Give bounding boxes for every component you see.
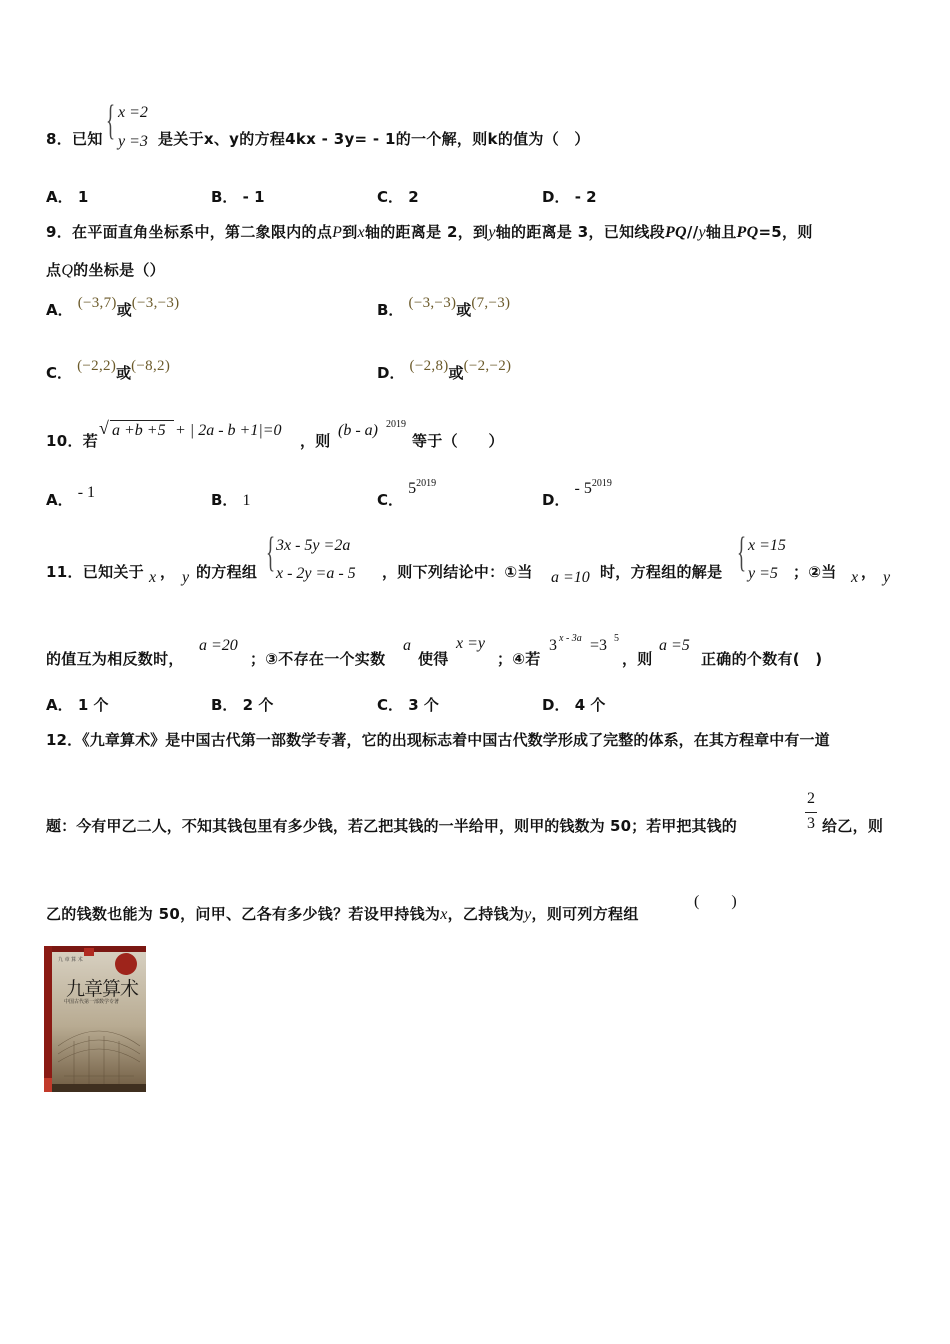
q11-var-a: a — [403, 637, 411, 654]
q12-var-y: y — [524, 906, 532, 923]
q12-fraction-denominator: 3 — [807, 815, 815, 832]
option-label: C． — [377, 491, 404, 509]
q11-text-3: 时，方程组的解是 — [600, 563, 723, 581]
q11-option-d[interactable] — [542, 694, 605, 715]
option-label: C． — [46, 364, 73, 382]
q8-k: k — [487, 130, 498, 148]
option-value: 1 — [242, 492, 251, 509]
q9-text: 点 — [46, 261, 62, 279]
q12-line-2a: 题：今有甲乙二人，不知其钱包里有多少钱，若乙把其钱的一半给甲，则甲的钱数为 50；若甲把其钱的 — [46, 817, 737, 835]
option-value: - 5 — [574, 480, 592, 497]
q8-xy: x、y — [203, 130, 240, 148]
option-label: C． — [377, 696, 404, 714]
book-top-label: 九 章 算 术 — [58, 957, 83, 963]
q8-option-c[interactable] — [377, 186, 419, 207]
option-label: B． — [211, 491, 238, 509]
q11-var-x: x — [149, 569, 157, 586]
q8-number: 8．已知 — [46, 130, 103, 148]
option-value: - 1 — [242, 188, 265, 206]
option-sup: 2019 — [416, 478, 437, 489]
q9-text: 到 — [342, 223, 358, 241]
q11-comma: ， — [861, 563, 877, 581]
q11-system-brace: { — [266, 530, 276, 576]
option-value: 1 — [77, 188, 89, 206]
q10-tail: 等于（ ） — [412, 432, 504, 450]
q10-option-c[interactable] — [377, 477, 437, 509]
q12-line-3 — [46, 903, 639, 924]
q10-absolute: + | 2a - b +1|=0 — [175, 422, 282, 439]
q12-fraction-numerator: 2 — [807, 790, 815, 807]
option-value-1: (−3,−3) — [408, 295, 457, 311]
q11-solution-x: x =15 — [748, 537, 786, 554]
q12-text: ，则可列方程组 — [531, 905, 639, 923]
q11-power-exp: x - 3a — [559, 633, 582, 644]
q10-expression: (b - a) — [338, 422, 378, 439]
option-or: 或 — [116, 301, 132, 319]
q8-text4: 的值为（ ） — [497, 130, 590, 148]
option-value-2: (−3,−3) — [131, 295, 180, 311]
q8-system-brace: { — [106, 98, 116, 144]
q9-parallel: // — [686, 223, 699, 241]
option-label: D． — [377, 364, 405, 382]
q11-line2-b: ；③不存在一个实数 — [250, 650, 386, 668]
q10-option-a[interactable] — [46, 481, 96, 509]
q11-option-b[interactable] — [211, 694, 273, 715]
q10-option-b[interactable] — [211, 481, 251, 509]
option-value: 4 个 — [574, 696, 606, 714]
option-value-2: (−8,2) — [131, 358, 171, 374]
option-label: C． — [377, 188, 404, 206]
q11-line2-c: 使得 — [418, 650, 449, 668]
option-value: - 2 — [574, 188, 597, 206]
q9-text: 的坐标是（） — [73, 261, 165, 279]
book-cover-image — [44, 946, 146, 1092]
option-value-1: (−2,2) — [77, 358, 117, 374]
q10-exponent: 2019 — [386, 419, 406, 430]
q11-option-c[interactable] — [377, 694, 439, 715]
q11-x-eq-y: x =y — [456, 635, 485, 652]
option-value-2: (7,−3) — [471, 295, 511, 311]
q11-var-y: y — [182, 569, 190, 586]
q8-system-y: y =3 — [118, 133, 148, 150]
q11-power-exp2: 5 — [614, 633, 619, 644]
q11-equation-2: x - 2y =a - 5 — [276, 565, 356, 582]
option-value-1: (−3,7) — [77, 295, 117, 311]
q9-point-p: P — [332, 224, 343, 241]
q11-solution-y: y =5 — [748, 565, 778, 582]
q9-point-q: Q — [61, 262, 74, 279]
q9-segment-pq: PQ — [664, 224, 687, 241]
q8-text-1 — [158, 128, 590, 149]
option-value: 2 个 — [242, 696, 274, 714]
q11-var-x: x — [851, 569, 859, 586]
q8-system-x: x =2 — [118, 104, 148, 121]
q12-line-2b: 给乙，则 — [822, 817, 884, 835]
q12-answer-paren: ( ) — [694, 893, 737, 910]
option-label: D． — [542, 696, 570, 714]
q12-var-x: x — [440, 906, 448, 923]
option-value: 3 个 — [408, 696, 439, 714]
q10-option-d[interactable] — [542, 477, 612, 509]
option-label: A． — [46, 491, 73, 509]
q9-text: 轴的距离是 2，到 — [364, 223, 489, 241]
q12-text: 乙的钱数也能为 50，问甲、乙各有多少钱？若设甲持钱为 — [46, 905, 441, 923]
q9-option-d[interactable] — [377, 358, 512, 383]
q12-fraction-bar — [805, 812, 817, 813]
q11-line2-a: 的值互为相反数时， — [46, 650, 184, 668]
radical-sign-icon: √ — [99, 418, 109, 438]
option-value: 5 — [408, 480, 417, 497]
q9-text: 轴且 — [705, 223, 737, 241]
q10-number: 10．若 — [46, 432, 99, 450]
q9-line-2 — [46, 259, 165, 280]
option-label: B． — [211, 188, 238, 206]
q11-line2-e: ，则 — [622, 650, 653, 668]
book-subtitle: 中国古代第一部数学专著 — [64, 999, 120, 1005]
q11-number: 11．已知关于 — [46, 563, 144, 581]
q8-text2: 的方程 — [239, 130, 286, 148]
q12-text: ，乙持钱为 — [447, 905, 525, 923]
q11-a5: a =5 — [659, 637, 690, 654]
q8-text1: 是关于 — [158, 130, 204, 148]
q9-option-b[interactable] — [377, 295, 511, 320]
q11-line2-d: ；④若 — [497, 650, 541, 668]
q11-power-eq: =3 — [590, 637, 608, 654]
option-label: A． — [46, 301, 73, 319]
q11-text-4: ；②当 — [793, 563, 837, 581]
q8-option-b[interactable] — [211, 186, 265, 207]
option-or: 或 — [448, 364, 464, 382]
q11-text-1: 的方程组 — [196, 563, 258, 581]
radical-bar — [110, 420, 174, 421]
q9-var-y: y — [488, 224, 496, 241]
q8-text3: 的一个解，则 — [395, 130, 488, 148]
q11-comma: ， — [160, 563, 176, 581]
q8-equation: 4kx - 3y= - 1 — [285, 130, 396, 148]
q8-option-d[interactable] — [542, 186, 597, 207]
option-value: 2 — [408, 188, 419, 206]
option-or: 或 — [116, 364, 132, 382]
q11-solution-brace: { — [737, 530, 747, 576]
option-label: A． — [46, 696, 73, 714]
option-value: - 1 — [77, 484, 96, 501]
q10-radicand: a +b +5 — [112, 422, 166, 439]
option-label: B． — [211, 696, 238, 714]
option-label: D． — [542, 188, 570, 206]
q8-option-a[interactable] — [46, 186, 88, 207]
option-label: D． — [542, 491, 570, 509]
q9-var-x: x — [357, 224, 365, 241]
book-title: 九章算术 — [66, 978, 139, 1000]
q9-option-a[interactable] — [46, 295, 180, 320]
q9-segment-pq: PQ — [736, 224, 759, 241]
q9-option-c[interactable] — [46, 358, 171, 383]
q11-line2-f: 正确的个数有( ) — [701, 650, 823, 668]
q11-text-2: ，则下列结论中：①当 — [382, 563, 533, 581]
option-value-2: (−2,−2) — [463, 358, 512, 374]
option-or: 或 — [456, 301, 472, 319]
option-sup: 2019 — [591, 478, 612, 489]
q11-a20: a =20 — [199, 637, 238, 654]
q11-option-a[interactable] — [46, 694, 109, 715]
option-value: 1 个 — [77, 696, 109, 714]
q11-a10: a =10 — [551, 569, 590, 586]
option-label: A． — [46, 188, 73, 206]
q11-power-base: 3 — [549, 637, 557, 654]
q11-equation-1: 3x - 5y =2a — [276, 537, 351, 554]
option-value-1: (−2,8) — [409, 358, 449, 374]
q9-var-y: y — [698, 224, 706, 241]
q9-text: 轴的距离是 3，已知线段 — [495, 223, 665, 241]
q11-var-y: y — [883, 569, 891, 586]
q9-text: =5，则 — [758, 223, 813, 241]
q9-line-1 — [46, 221, 813, 242]
q9-text: 9．在平面直角坐标系中，第二象限内的点 — [46, 223, 333, 241]
q12-line-1: 12．《九章算术》是中国古代第一部数学专著，它的出现标志着中国古代数学形成了完整的体系，在其方程章中有一道 — [46, 731, 830, 749]
q10-then: ，则 — [300, 432, 331, 450]
option-label: B． — [377, 301, 404, 319]
